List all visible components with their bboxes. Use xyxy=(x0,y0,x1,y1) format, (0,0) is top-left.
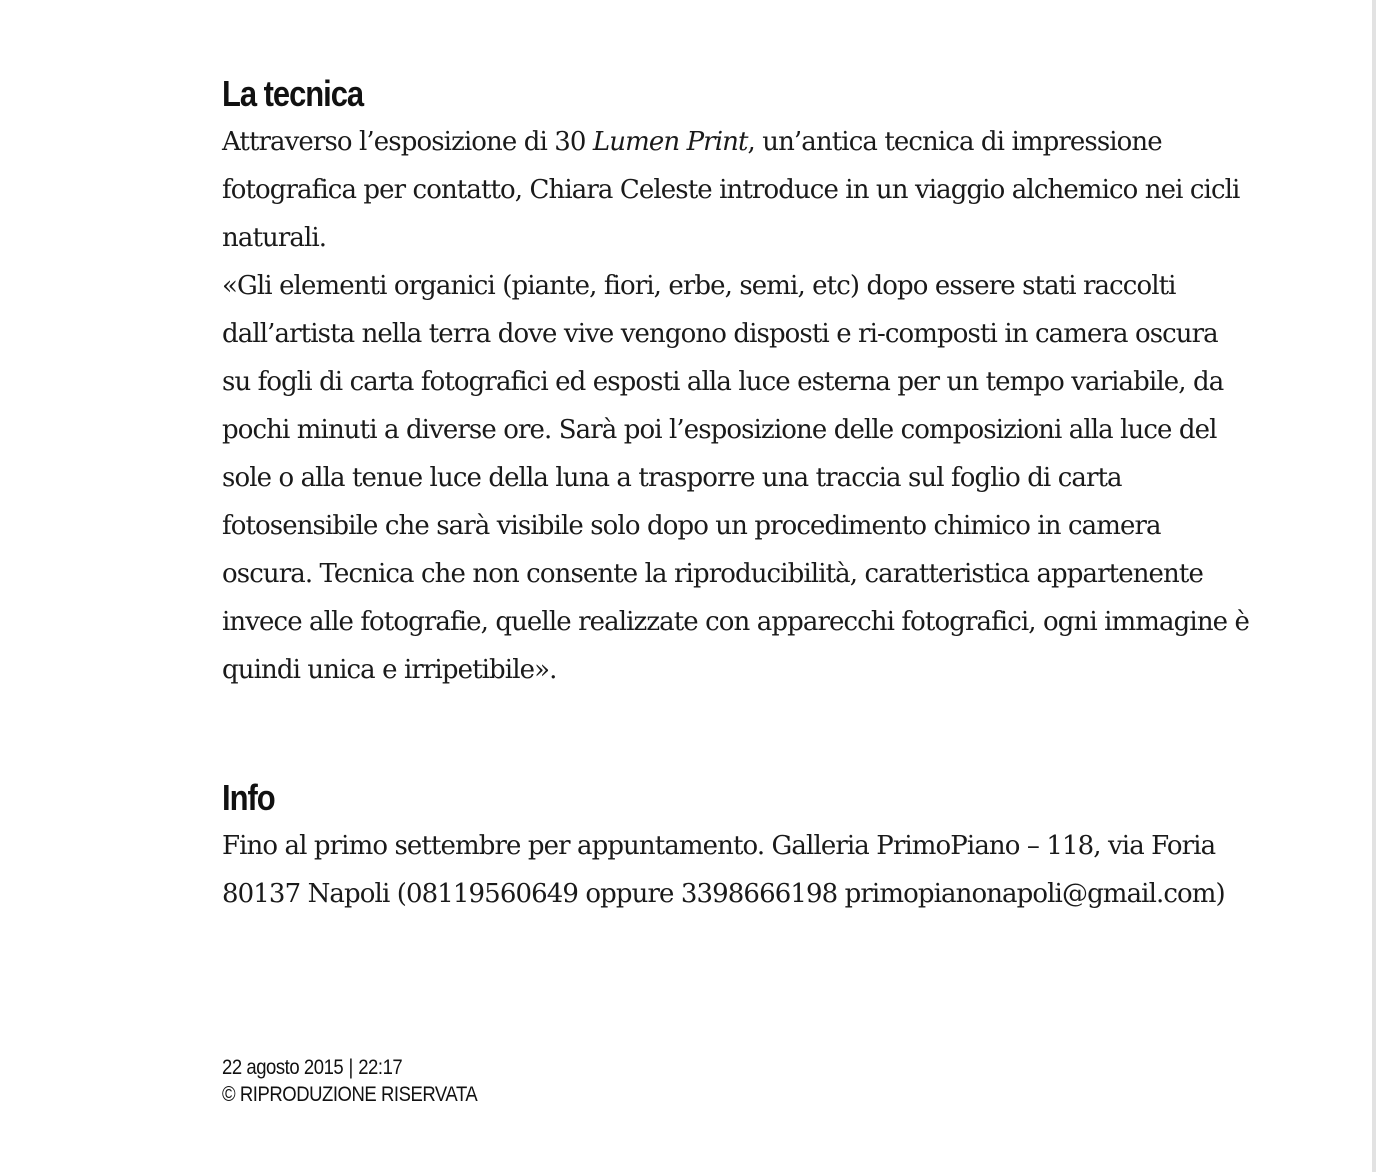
section-heading-info: Info xyxy=(222,777,275,818)
copyright-notice: © RIPRODUZIONE RISERVATA xyxy=(222,1083,478,1106)
date-time-separator: | xyxy=(348,1056,353,1079)
section-heading-tecnica: La tecnica xyxy=(222,73,364,114)
article-meta xyxy=(222,1054,477,1108)
tecnica-paragraph-2: «Gli elementi organici (piante, fiori, erbe, semi, etc) dopo essere stati raccolti dall’artista nella terra dove vive vengono disposti e ri-composti in camera oscura su fogli di carta fotografici ed esposti alla luce esterna per un tempo variabile, da pochi minuti a diverse ore. Sarà poi l’esposizione delle composizioni alla luce del sole o alla tenue luce della luna a trasporre una traccia sul foglio di carta fotosensibile che sarà visibile solo dopo un procedimento chimico in camera oscura. Tecnica che non consente la riproducibilità, caratteristica appartenente invece alle fotografie, quelle realizzate con apparecchi fotografici, ogni immagine è quindi unica e irripetibile». xyxy=(222,271,1250,685)
tecnica-paragraph-1 xyxy=(222,118,1252,262)
section-spacer xyxy=(222,694,1252,774)
tecnica-paragraph-1-end: , un’antica tecnica di impressione fotografica per contatto, Chiara Celeste introduce in un viaggio alchemico nei cicli naturali. xyxy=(222,127,1240,253)
publish-datetime xyxy=(222,1054,477,1081)
publish-date: 22 agosto 2015 xyxy=(222,1056,344,1079)
publish-time: 22:17 xyxy=(358,1056,403,1079)
article-body xyxy=(222,70,1252,918)
lumen-print-term: Lumen Print xyxy=(592,127,748,157)
page-edge-rule xyxy=(1372,0,1376,1172)
tecnica-paragraph-1-start: Attraverso l’esposizione di 30 xyxy=(222,127,593,157)
info-paragraph: Fino al primo settembre per appuntamento. Galleria PrimoPiano – 118, via Foria 80137 Napoli (08119560649 oppure 3398666198 primopianonapoli@gmail.com) xyxy=(222,831,1225,909)
